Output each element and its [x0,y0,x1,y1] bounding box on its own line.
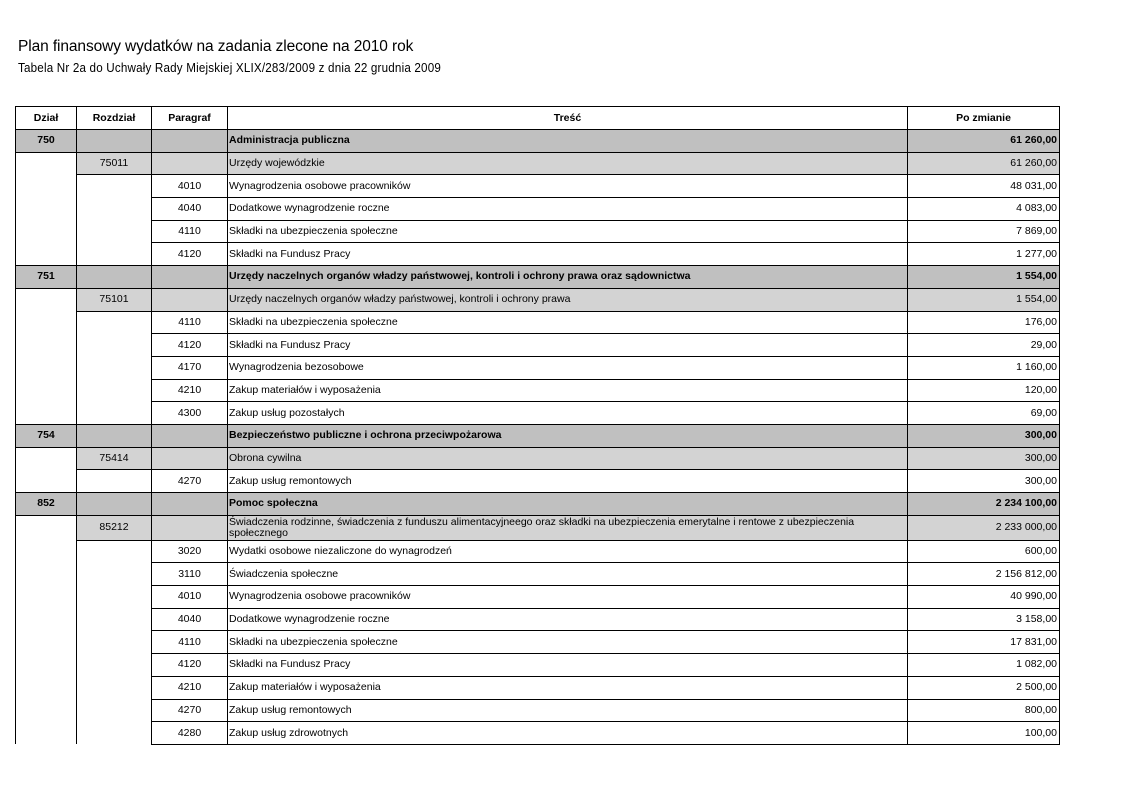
cell-dzial: 852 [16,493,77,516]
cell-paragraf: 4110 [152,631,228,654]
cell-kwota: 48 031,00 [908,175,1060,198]
cell-dzial [16,676,77,699]
cell-dzial [16,152,77,175]
cell-dzial [16,356,77,379]
cell-kwota: 1 554,00 [908,266,1060,289]
cell-dzial [16,540,77,563]
header-paragraf: Paragraf [152,107,228,130]
cell-rozdzial [77,198,152,221]
cell-kwota: 600,00 [908,540,1060,563]
cell-dzial [16,608,77,631]
cell-rozdzial [77,470,152,493]
table-row-paragraf [16,563,1060,586]
cell-dzial [16,470,77,493]
cell-dzial [16,699,77,722]
cell-paragraf: 4010 [152,175,228,198]
cell-dzial [16,175,77,198]
cell-kwota: 17 831,00 [908,631,1060,654]
table-row-paragraf [16,699,1060,722]
cell-paragraf: 4210 [152,676,228,699]
document-subtitle: Tabela Nr 2a do Uchwały Rady Miejskiej XLIX/283/2009 z dnia 22 grudnia 2009 [18,61,442,75]
cell-tresc: Zakup materiałów i wyposażenia [228,676,908,699]
cell-kwota: 1 277,00 [908,243,1060,266]
cell-tresc: Składki na ubezpieczenia społeczne [228,311,908,334]
cell-dzial [16,379,77,402]
cell-dzial [16,586,77,609]
cell-rozdzial [77,266,152,289]
cell-dzial [16,402,77,425]
table-row-paragraf [16,379,1060,402]
table-body [16,130,1060,745]
table-row-paragraf [16,356,1060,379]
cell-kwota: 29,00 [908,334,1060,357]
table-row-paragraf [16,608,1060,631]
cell-dzial [16,447,77,470]
cell-dzial [16,220,77,243]
cell-rozdzial [77,608,152,631]
cell-kwota: 2 234 100,00 [908,493,1060,516]
table-row-paragraf [16,198,1060,221]
cell-rozdzial [77,175,152,198]
cell-dzial [16,563,77,586]
cell-tresc: Świadczenia społeczne [228,563,908,586]
cell-tresc: Urzędy naczelnych organów władzy państwowej, kontroli i ochrony prawa oraz sądownictwa [228,266,908,289]
cell-kwota: 3 158,00 [908,608,1060,631]
table-row-paragraf [16,334,1060,357]
cell-kwota: 300,00 [908,424,1060,447]
cell-rozdzial: 75414 [77,447,152,470]
cell-rozdzial [77,220,152,243]
cell-kwota: 2 500,00 [908,676,1060,699]
table-row-paragraf [16,722,1060,745]
cell-rozdzial [77,356,152,379]
cell-paragraf: 4280 [152,722,228,745]
cell-kwota: 120,00 [908,379,1060,402]
cell-kwota: 1 082,00 [908,654,1060,677]
header-dzial: Dział [16,107,77,130]
table-row-paragraf [16,311,1060,334]
cell-tresc: Bezpieczeństwo publiczne i ochrona przeciwpożarowa [228,424,908,447]
cell-rozdzial [77,424,152,447]
cell-kwota: 61 260,00 [908,130,1060,153]
cell-kwota: 300,00 [908,447,1060,470]
expenditure-table [15,106,1060,745]
cell-dzial: 751 [16,266,77,289]
table-row-dzial [16,266,1060,289]
cell-paragraf [152,424,228,447]
cell-dzial [16,198,77,221]
cell-rozdzial [77,654,152,677]
cell-dzial [16,722,77,745]
table-row-paragraf [16,243,1060,266]
cell-paragraf: 3020 [152,540,228,563]
cell-tresc: Składki na Fundusz Pracy [228,654,908,677]
cell-paragraf: 4040 [152,608,228,631]
cell-rozdzial [77,402,152,425]
table-row-rozdzial [16,515,1060,540]
cell-tresc: Składki na Fundusz Pracy [228,243,908,266]
cell-tresc: Wynagrodzenia osobowe pracowników [228,586,908,609]
table-row-paragraf [16,175,1060,198]
cell-tresc: Dodatkowe wynagrodzenie roczne [228,608,908,631]
cell-paragraf: 4210 [152,379,228,402]
cell-rozdzial [77,493,152,516]
cell-rozdzial [77,676,152,699]
cell-tresc: Pomoc społeczna [228,493,908,516]
cell-paragraf [152,493,228,516]
cell-rozdzial: 75011 [77,152,152,175]
table-row-rozdzial [16,447,1060,470]
cell-paragraf [152,515,228,540]
cell-paragraf [152,152,228,175]
cell-tresc: Zakup usług remontowych [228,699,908,722]
cell-paragraf [152,288,228,311]
table-header-row [16,107,1060,130]
cell-tresc: Urzędy naczelnych organów władzy państwowej, kontroli i ochrony prawa [228,288,908,311]
header-rozdzial: Rozdział [77,107,152,130]
cell-paragraf: 4120 [152,334,228,357]
table-row-paragraf [16,540,1060,563]
cell-rozdzial [77,311,152,334]
cell-rozdzial [77,243,152,266]
cell-dzial [16,311,77,334]
cell-kwota: 61 260,00 [908,152,1060,175]
table-row-paragraf [16,220,1060,243]
table-row-paragraf [16,470,1060,493]
cell-tresc: Administracja publiczna [228,130,908,153]
cell-dzial [16,334,77,357]
cell-kwota: 69,00 [908,402,1060,425]
cell-dzial: 754 [16,424,77,447]
cell-paragraf [152,266,228,289]
cell-dzial [16,243,77,266]
cell-kwota: 176,00 [908,311,1060,334]
cell-rozdzial: 85212 [77,515,152,540]
cell-kwota: 4 083,00 [908,198,1060,221]
cell-paragraf: 3110 [152,563,228,586]
cell-rozdzial [77,586,152,609]
cell-kwota: 7 869,00 [908,220,1060,243]
cell-rozdzial [77,130,152,153]
cell-paragraf: 4300 [152,402,228,425]
cell-paragraf: 4010 [152,586,228,609]
table-row-paragraf [16,654,1060,677]
cell-dzial [16,515,77,540]
table-row-paragraf [16,631,1060,654]
cell-paragraf: 4040 [152,198,228,221]
table-row-paragraf [16,676,1060,699]
cell-tresc: Urzędy wojewódzkie [228,152,908,175]
table-row-paragraf [16,586,1060,609]
header-tresc: Treść [228,107,908,130]
cell-paragraf: 4110 [152,311,228,334]
cell-paragraf [152,447,228,470]
table-row-dzial [16,424,1060,447]
cell-paragraf [152,130,228,153]
cell-dzial: 750 [16,130,77,153]
cell-dzial [16,288,77,311]
cell-rozdzial [77,631,152,654]
cell-tresc: Zakup usług remontowych [228,470,908,493]
cell-rozdzial [77,334,152,357]
cell-rozdzial [77,722,152,745]
header-po-zmianie: Po zmianie [908,107,1060,130]
cell-rozdzial [77,379,152,402]
cell-dzial [16,631,77,654]
cell-kwota: 40 990,00 [908,586,1060,609]
cell-kwota: 1 160,00 [908,356,1060,379]
table-row-rozdzial [16,288,1060,311]
table-row-dzial [16,493,1060,516]
cell-kwota: 2 233 000,00 [908,515,1060,540]
table-row-paragraf [16,402,1060,425]
cell-tresc: Zakup usług pozostałych [228,402,908,425]
cell-tresc: Zakup usług zdrowotnych [228,722,908,745]
cell-tresc: Dodatkowe wynagrodzenie roczne [228,198,908,221]
cell-tresc: Zakup materiałów i wyposażenia [228,379,908,402]
cell-tresc: Wynagrodzenia bezosobowe [228,356,908,379]
cell-rozdzial: 75101 [77,288,152,311]
cell-tresc: Składki na ubezpieczenia społeczne [228,631,908,654]
cell-paragraf: 4120 [152,243,228,266]
cell-tresc: Świadczenia rodzinne, świadczenia z funduszu alimentacyjneego oraz składki na ubezpieczenia emerytalne i rentowe z ubezpieczenia społecznego [228,515,908,540]
cell-kwota: 2 156 812,00 [908,563,1060,586]
cell-rozdzial [77,540,152,563]
document-title: Plan finansowy wydatków na zadania zlecone na 2010 rok [18,38,414,55]
cell-paragraf: 4170 [152,356,228,379]
table-row-dzial [16,130,1060,153]
cell-dzial [16,654,77,677]
cell-paragraf: 4120 [152,654,228,677]
cell-paragraf: 4270 [152,470,228,493]
cell-kwota: 100,00 [908,722,1060,745]
cell-rozdzial [77,563,152,586]
cell-kwota: 1 554,00 [908,288,1060,311]
cell-rozdzial [77,699,152,722]
table-row-rozdzial [16,152,1060,175]
cell-paragraf: 4110 [152,220,228,243]
cell-kwota: 800,00 [908,699,1060,722]
cell-tresc: Składki na Fundusz Pracy [228,334,908,357]
cell-tresc: Obrona cywilna [228,447,908,470]
cell-kwota: 300,00 [908,470,1060,493]
cell-tresc: Wydatki osobowe niezaliczone do wynagrodzeń [228,540,908,563]
cell-tresc: Składki na ubezpieczenia społeczne [228,220,908,243]
cell-tresc: Wynagrodzenia osobowe pracowników [228,175,908,198]
cell-paragraf: 4270 [152,699,228,722]
